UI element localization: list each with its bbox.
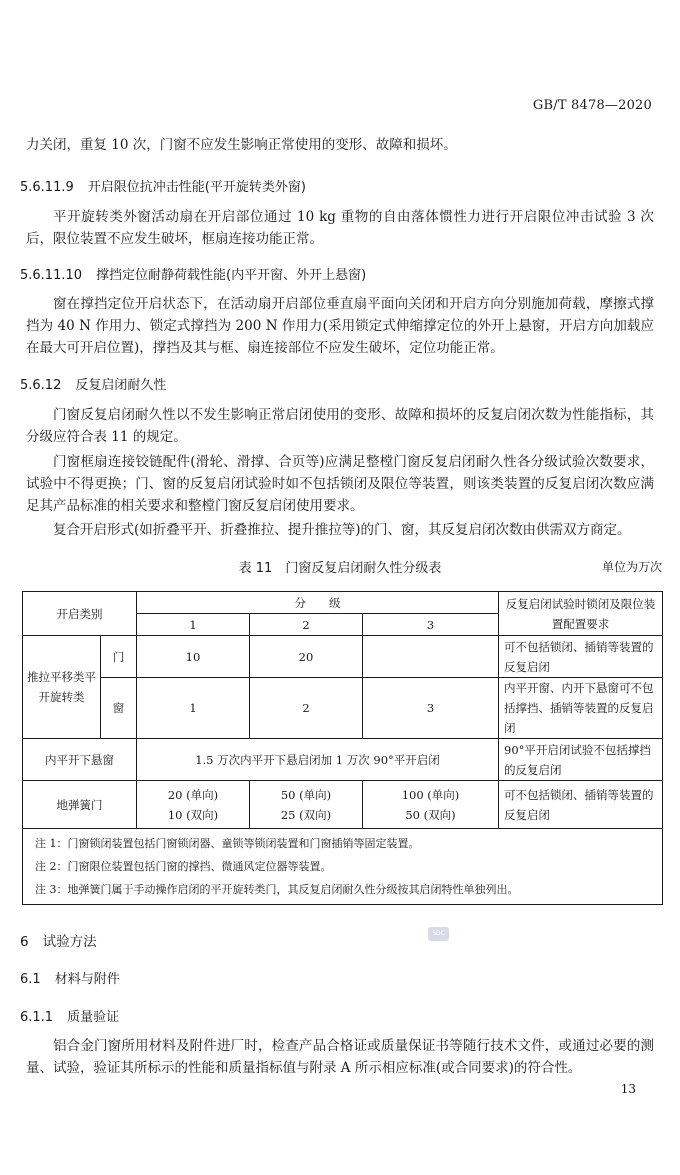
section-number: 5.6.11.10	[20, 268, 83, 283]
paragraph-durability-3: 复合开启形式(如折叠平开、折叠推拉、提升推拉等)的门、窗，其反复启闭次数由供需双方商定。	[53, 522, 631, 538]
spring-single: 100 (单向)	[401, 787, 460, 802]
section-number: 6.1.1	[20, 1010, 54, 1025]
cell-window-grade-2: 2	[250, 678, 363, 739]
watermark-logo: SDC	[428, 927, 449, 941]
section-title: 试验方法	[42, 934, 97, 950]
table-notes	[23, 829, 663, 905]
section-body-5-6-11-10: 窗在撑挡定位开启状态下，在活动扇开启部位垂直扇平面向关闭和开启方向分别施加荷载，摩擦式撑挡为 40 N 作用力、锁定式撑挡为 200 N 作用力(采用锁定式伸缩撑定位的外开上悬窗，开启方向加载应在最大可开启位置)，撑挡及其与框、扇连接部位不应发生破坏，定位功能正常。	[26, 296, 654, 356]
section-number: 5.6.11.9	[20, 180, 74, 195]
spring-double: 10 (双向)	[167, 807, 219, 822]
section-heading-5-6-11-10	[20, 264, 366, 283]
header-grade-1: 1	[137, 614, 250, 636]
header-grade-3: 3	[363, 614, 499, 636]
paragraph-durability-2: 门窗框扇连接铰链配件(滑轮、滑撑、合页等)应满足整樘门窗反复启闭耐久性各分级试验次数要求，试验中不得更换；门、窗的反复启闭试验时如不包括锁闭及限位等装置，则该类装置的反复启闭次数应满足其产品标准的相关要求和整樘门窗反复启闭使用要求。	[26, 454, 654, 514]
section-number: 6	[20, 934, 29, 950]
durability-grade-table	[22, 591, 663, 905]
cell-spring-grade-1	[137, 781, 250, 829]
cell-spring-grade-2	[250, 781, 363, 829]
row-door-label: 门	[101, 636, 137, 678]
spring-double: 25 (双向)	[280, 807, 332, 822]
table-note-1: 注 1：门窗锁闭装置包括门窗锁闭器、童锁等锁闭装置和门窗插销等固定装置。	[35, 837, 420, 850]
section-title: 开启限位抗冲击性能(平开旋转类外窗)	[87, 180, 306, 195]
cell-door-requirement: 可不包括锁闭、插销等装置的反复启闭	[499, 636, 663, 678]
section-title: 撑挡定位耐静荷载性能(内平开窗、外开上悬窗)	[96, 268, 367, 283]
cell-spring-grade-3	[363, 781, 499, 829]
header-grade: 分 级	[137, 592, 499, 614]
section-title: 质量验证	[67, 1010, 120, 1025]
page-number: 13	[620, 1082, 636, 1096]
row-tilt-label: 内平开下悬窗	[23, 739, 137, 781]
table-note-2: 注 2：门窗限位装置包括门窗的撑挡、微通风定位器等装置。	[35, 860, 332, 873]
section-heading-6	[20, 930, 97, 950]
intro-paragraph: 力关闭，重复 10 次，门窗不应发生影响正常使用的变形、故障和损坏。	[26, 137, 457, 153]
table-caption: 表 11 门窗反复启闭耐久性分级表	[238, 561, 442, 576]
row-group-label: 推拉平移类平开旋转类	[23, 636, 101, 739]
section-title: 材料与附件	[54, 972, 120, 987]
row-spring-label: 地弹簧门	[23, 781, 137, 829]
cell-tilt-requirement: 90°平开启闭试验不包括撑挡的反复启闭	[499, 739, 663, 781]
spring-single: 50 (单向)	[280, 787, 332, 802]
header-grade-2: 2	[250, 614, 363, 636]
cell-window-requirement: 内平开窗、内开下悬窗可不包括撑挡、插销等装置的反复启闭	[499, 678, 663, 739]
spring-double: 50 (双向)	[405, 807, 456, 822]
cell-window-grade-3: 3	[363, 678, 499, 739]
section-heading-6-1-1	[20, 1006, 119, 1025]
table-unit: 单位为万次	[601, 560, 662, 574]
header-requirement: 反复启闭试验时锁闭及限位装置配置要求	[499, 592, 663, 636]
standard-code: GB/T 8478—2020	[532, 98, 652, 113]
spring-single: 20 (单向)	[167, 787, 219, 802]
row-window-label: 窗	[101, 678, 137, 739]
cell-spring-requirement: 可不包括锁闭、插销等装置的反复启闭	[499, 781, 663, 829]
cell-tilt-value: 1.5 万次内平开下悬启闭加 1 万次 90°平开启闭	[137, 739, 499, 781]
cell-door-grade-3	[363, 636, 499, 678]
section-title: 反复启闭耐久性	[75, 378, 167, 393]
cell-door-grade-1: 10	[137, 636, 250, 678]
header-open-type: 开启类别	[23, 592, 137, 636]
section-heading-6-1	[20, 968, 120, 987]
cell-door-grade-2: 20	[250, 636, 363, 678]
paragraph-durability-1: 门窗反复启闭耐久性以不发生影响正常启闭使用的变形、故障和损坏的反复启闭次数为性能指标，其分级应符合表 11 的规定。	[26, 407, 654, 445]
table-note-3: 注 3：地弹簧门属于手动操作启闭的平开旋转类门，其反复启闭耐久性分级按其启闭特性单独列出。	[35, 883, 519, 896]
section-body-5-6-11-9: 平开旋转类外窗活动扇在开启部位通过 10 kg 重物的自由落体惯性力进行开启限位冲击试验 3 次后，限位装置不应发生破坏，框扇连接功能正常。	[26, 209, 654, 247]
section-heading-5-6-12	[20, 374, 166, 393]
section-number: 5.6.12	[20, 378, 62, 393]
cell-window-grade-1: 1	[137, 678, 250, 739]
section-number: 6.1	[20, 972, 41, 987]
section-body-6-1-1: 铝合金门窗所用材料及附件进厂时，检查产品合格证或质量保证书等随行技术文件，或通过必要的测量、试验，验证其所标示的性能和质量指标值与附录 A 所示相应标准(或合同要求)的符合性。	[26, 1038, 654, 1076]
section-heading-5-6-11-9	[20, 176, 306, 195]
